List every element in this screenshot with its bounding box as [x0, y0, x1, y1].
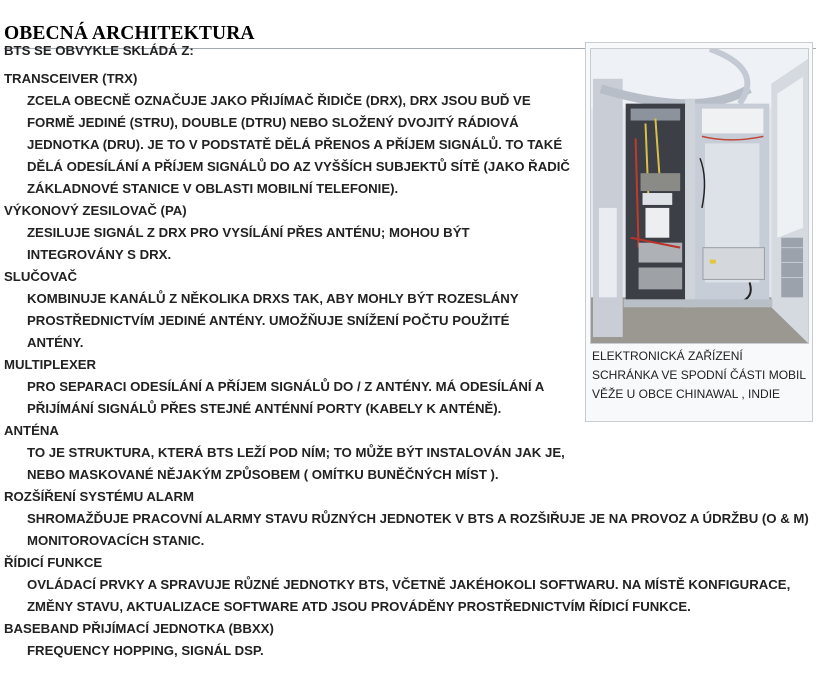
- definition-transceiver: ZCELA OBECNĚ OZNAČUJE JAKO PŘIJÍMAČ ŘIDIČE (DRX), DRX JSOU BUĎ VE FORMĚ JEDINÉ (STRU), DOUBLE (DTRU) NEBO SLOŽENÝ DVOJITÝ RÁDIOVÁ JEDNOTKA (DRU). JE TO V PODSTATĚ DĚLÁ PŘENOS A PŘÍJEM SIGNÁLŮ. TO TAKÉ DĚLÁ ODESÍLÁNÍ A PŘÍJEM SIGNÁLŮ DO AZ VYŠŠÍCH SUBJEKTŮ SÍTĚ (JAKO ŘADIČ ZÁKLADNOVÉ STANICE V OBLASTI MOBILNÍ TELEFONIE).: [27, 93, 570, 196]
- term-alarm-extension: ROZŠÍŘENÍ SYSTÉMU ALARM: [4, 489, 195, 504]
- intro-text: BTS SE OBVYKLE SKLÁDÁ Z:: [4, 43, 194, 58]
- definition-power-amplifier: ZESILUJE SIGNÁL Z DRX PRO VYSÍLÁNÍ PŘES ANTÉNU; MOHOU BÝT INTEGROVÁNY S DRX.: [27, 225, 470, 262]
- term-power-amplifier: VÝKONOVÝ ZESILOVAČ (PA): [4, 203, 187, 218]
- cabinet-photo[interactable]: [590, 48, 809, 344]
- figure-caption: ELEKTRONICKÁ ZAŘÍZENÍ SCHRÁNKA VE SPODNÍ ČÁSTI MOBIL VĚŽE U OBCE CHINAWAL , INDIE: [592, 349, 806, 401]
- figure-thumbnail: [585, 42, 813, 422]
- definition-baseband-unit: FREQUENCY HOPPING, SIGNÁL DSP.: [27, 643, 264, 658]
- term-antenna: ANTÉNA: [4, 423, 59, 438]
- definition-alarm-extension: SHROMAŽĎUJE PRACOVNÍ ALARMY STAVU RŮZNÝCH JEDNOTEK V BTS A ROZŠIŘUJE JE NA PROVOZ A ÚDRŽBU (O & M) MONITOROVACÍCH STANIC.: [27, 511, 809, 548]
- definition-control-function: OVLÁDACÍ PRVKY A SPRAVUJE RŮZNÉ JEDNOTKY BTS, VČETNĚ JAKÉHOKOLI SOFTWARU. NA MÍSTĚ KONFIGURACE, ZMĚNY STAVU, AKTUALIZACE SOFTWARE ATD JSOU PROVÁDĚNY PROSTŘEDNICTVÍM ŘÍDICÍ FUNKCE.: [27, 577, 791, 614]
- term-baseband-unit: BASEBAND PŘIJÍMACÍ JEDNOTKA (BBXX): [4, 621, 274, 636]
- cabinet-illustration: [591, 49, 808, 343]
- term-combiner: SLUČOVAČ: [4, 269, 78, 284]
- term-transceiver: TRANSCEIVER (TRX): [4, 71, 138, 86]
- term-multiplexer: MULTIPLEXER: [4, 357, 97, 372]
- definition-antenna: TO JE STRUKTURA, KTERÁ BTS LEŽÍ POD NÍM; TO MŮŽE BÝT INSTALOVÁN JAK JE, NEBO MASKOVANÉ NĚJAKÝM ZPŮSOBEM ( OMÍTKU BUNĚČNÝCH MÍST ).: [27, 445, 565, 482]
- definition-combiner: KOMBINUJE KANÁLŮ Z NĚKOLIKA DRXS TAK, ABY MOHLY BÝT ROZESLÁNY PROSTŘEDNICTVÍM JEDINÉ ANTÉNY. UMOŽŇUJE SNÍŽENÍ POČTU POUŽITÉ ANTÉNY.: [27, 291, 519, 350]
- section-heading: OBECNÁ ARCHITEKTURA: [4, 22, 816, 49]
- definition-multiplexer: PRO SEPARACI ODESÍLÁNÍ A PŘÍJEM SIGNÁLŮ DO / Z ANTÉNY. MÁ ODESÍLÁNÍ A PŘIJÍMÁNÍ SIGNÁLŮ PŘES STEJNÉ ANTÉNNÍ PORTY (KABELY K ANTÉNĚ).: [27, 379, 544, 416]
- term-control-function: ŘÍDICÍ FUNKCE: [4, 555, 103, 570]
